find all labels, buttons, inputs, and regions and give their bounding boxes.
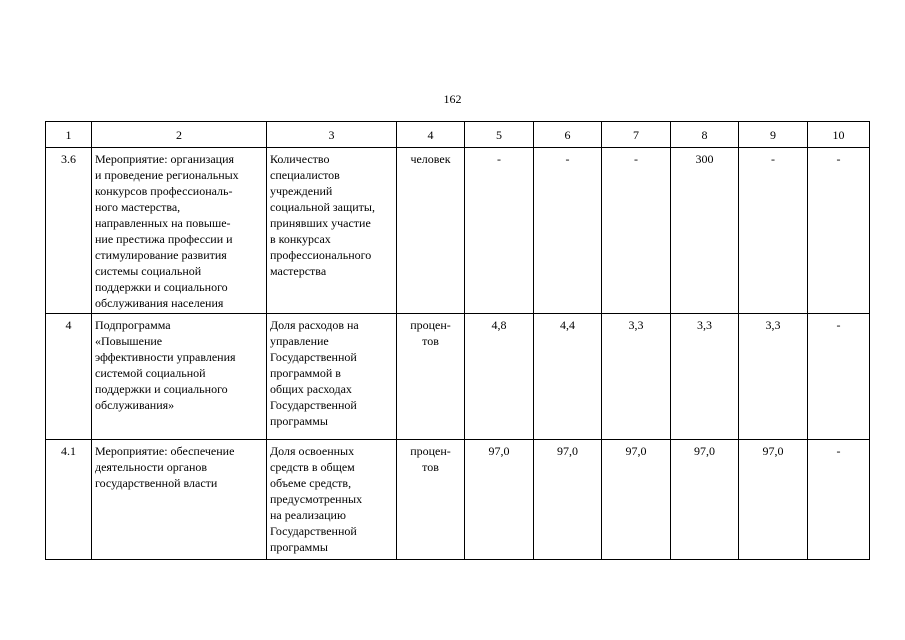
value-cell: 97,0 xyxy=(534,440,602,560)
row-number: 3.6 xyxy=(46,148,92,314)
header-cell: 10 xyxy=(808,122,870,148)
value-cell: 97,0 xyxy=(671,440,739,560)
table-row xyxy=(46,148,870,314)
value-cell: 300 xyxy=(671,148,739,314)
header-cell: 1 xyxy=(46,122,92,148)
row-number: 4.1 xyxy=(46,440,92,560)
value-cell: 97,0 xyxy=(739,440,808,560)
header-cell: 9 xyxy=(739,122,808,148)
header-cell: 2 xyxy=(92,122,267,148)
page-number: 162 xyxy=(443,92,462,106)
unit-cell: процен- тов xyxy=(397,440,465,560)
unit-cell: процен- тов xyxy=(397,314,465,440)
value-cell: - xyxy=(808,314,870,440)
activity-name: Подпрограмма «Повышение эффективности управления системой социальной поддержки и социального обслуживания» xyxy=(92,314,267,440)
header-cell: 5 xyxy=(465,122,534,148)
value-cell: 3,3 xyxy=(739,314,808,440)
activity-name: Мероприятие: организация и проведение региональных конкурсов профессиональ- ного мастерства, направленных на повыше- ние престижа профессии и стимулирование развития системы социальной поддержки и социального обслуживания населения xyxy=(92,148,267,314)
value-cell: 3,3 xyxy=(671,314,739,440)
value-cell: 3,3 xyxy=(602,314,671,440)
header-cell: 6 xyxy=(534,122,602,148)
value-cell: - xyxy=(739,148,808,314)
value-cell: - xyxy=(808,148,870,314)
header-row xyxy=(46,122,870,148)
value-cell: 97,0 xyxy=(602,440,671,560)
data-table xyxy=(45,121,870,560)
header-cell: 8 xyxy=(671,122,739,148)
value-cell: - xyxy=(534,148,602,314)
header-cell: 3 xyxy=(267,122,397,148)
value-cell: 4,4 xyxy=(534,314,602,440)
value-cell: - xyxy=(602,148,671,314)
value-cell: - xyxy=(808,440,870,560)
table-row xyxy=(46,314,870,440)
indicator-name: Количество специалистов учреждений социальной защиты, принявших участие в конкурсах профессионального мастерства xyxy=(267,148,397,314)
value-cell: - xyxy=(465,148,534,314)
value-cell: 97,0 xyxy=(465,440,534,560)
header-cell: 7 xyxy=(602,122,671,148)
header-cell: 4 xyxy=(397,122,465,148)
activity-name: Мероприятие: обеспечение деятельности органов государственной власти xyxy=(92,440,267,560)
unit-cell: человек xyxy=(397,148,465,314)
row-number: 4 xyxy=(46,314,92,440)
indicator-name: Доля освоенных средств в общем объеме средств, предусмотренных на реализацию Государственной программы xyxy=(267,440,397,560)
indicator-name: Доля расходов на управление Государственной программой в общих расходах Государственной программы xyxy=(267,314,397,440)
value-cell: 4,8 xyxy=(465,314,534,440)
table-row xyxy=(46,440,870,560)
